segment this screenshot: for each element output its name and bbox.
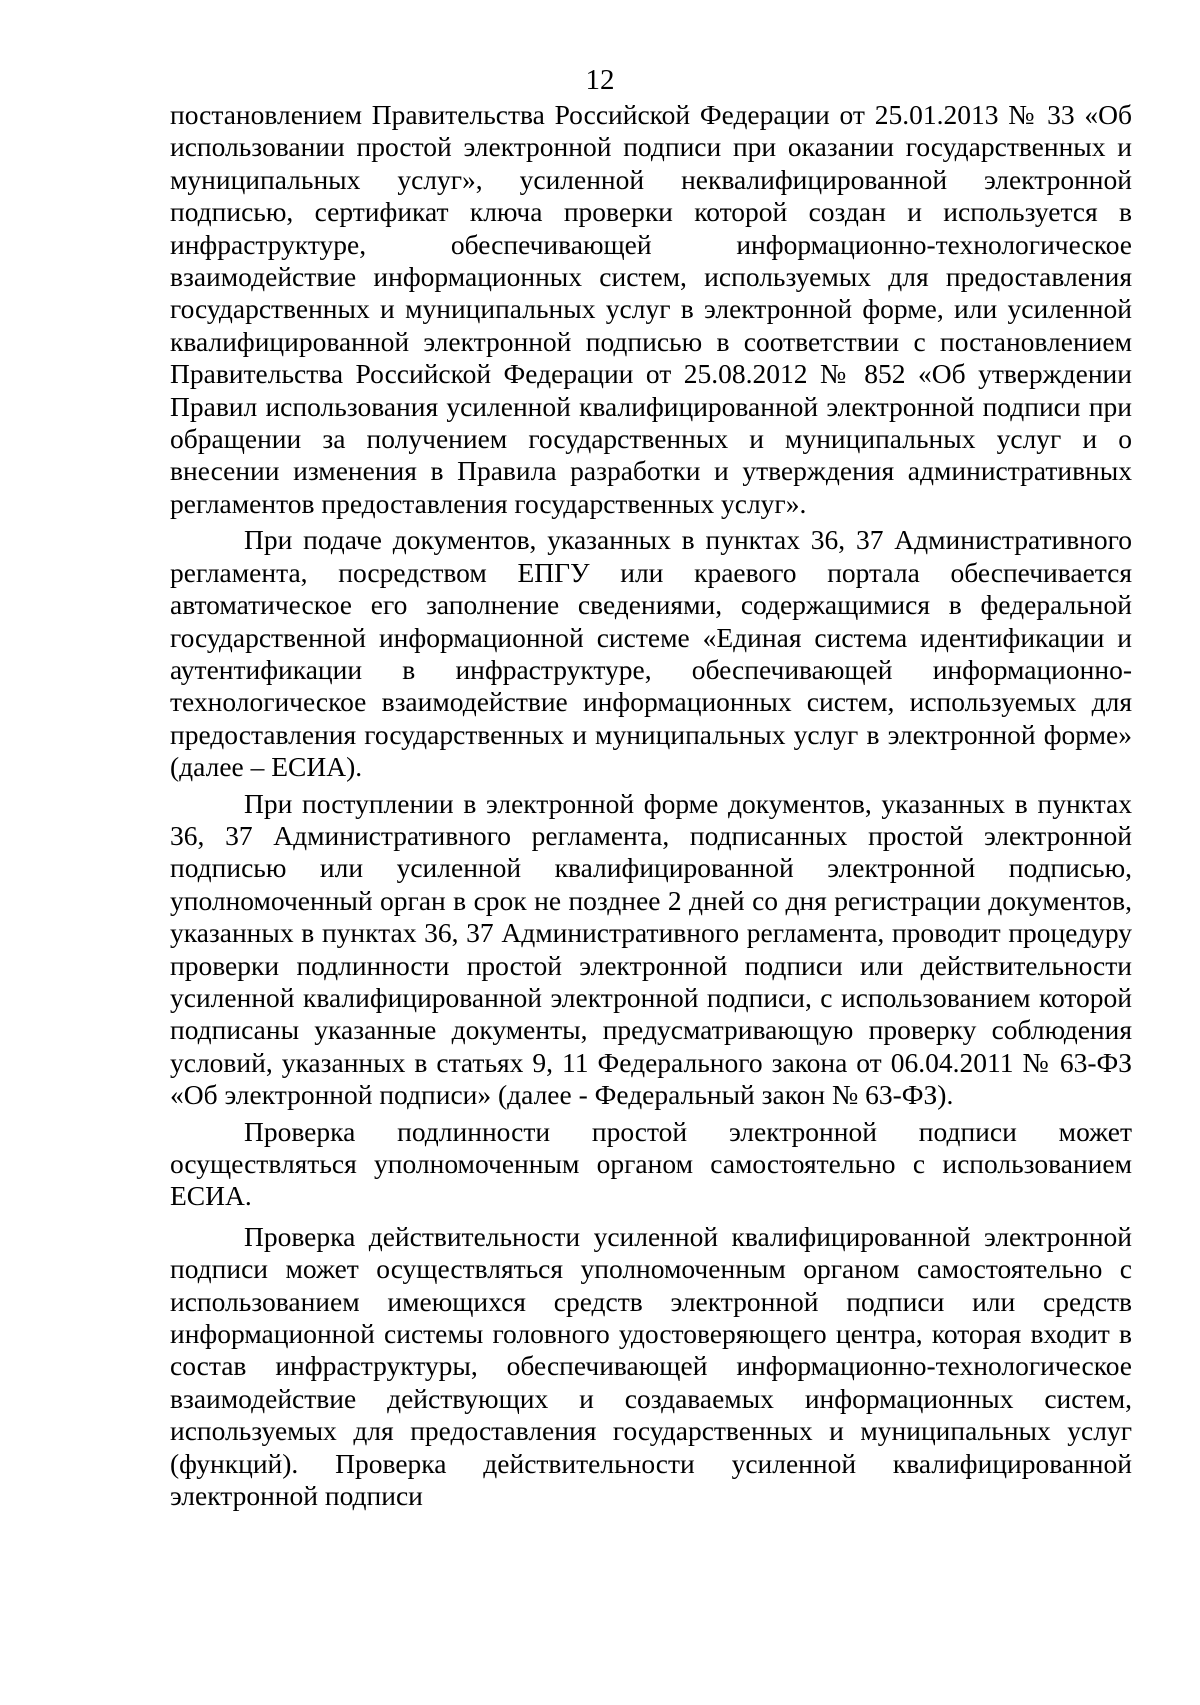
paragraph-qualified-signature-check: Проверка действительности усиленной квалифицированной электронной подписи может осуществляться уполномоченным органом самостоятельно с использованием имеющихся средств электронной подписи или средств информационной системы головного удостоверяющего центра, которая входит в состав инфраструктуры, обеспечивающей информационно-технологическое взаимодействие действующих и создаваемых информационных систем, используемых для предоставления государственных и муниципальных услуг (функций). Проверка действительности усиленной квалифицированной электронной подписи <box>170 1220 1132 1512</box>
page-number: 12 <box>585 64 615 96</box>
document-body <box>170 99 1132 1512</box>
paragraph-epgu-submission: При подаче документов, указанных в пунктах 36, 37 Административного регламента, посредством ЕПГУ или краевого портала обеспечивается автоматическое его заполнение сведениями, содержащимися в федеральной государственной информационной системе «Единая система идентификации и аутентификации в инфраструктуре, обеспечивающей информационно-технологическое взаимодействие информационных систем, используемых для предоставления государственных и муниципальных услуг в электронной форме» (далее – ЕСИА). <box>170 524 1132 783</box>
paragraph-simple-signature-check: Проверка подлинности простой электронной подписи может осуществляться уполномоченным органом самостоятельно с использованием ЕСИА. <box>170 1115 1132 1212</box>
paragraph-continuation: постановлением Правительства Российской Федерации от 25.01.2013 № 33 «Об использовании простой электронной подписи при оказании государственных и муниципальных услуг», усиленной неквалифицированной электронной подписью, сертификат ключа проверки которой создан и используется в инфраструктуре, обеспечивающей информационно-технологическое взаимодействие информационных систем, используемых для предоставления государственных и муниципальных услуг в электронной форме, или усиленной квалифицированной электронной подписью в соответствии с постановлением Правительства Российской Федерации от 25.08.2012 № 852 «Об утверждении Правил использования усиленной квалифицированной электронной подписи при обращении за получением государственных и муниципальных услуг и о внесении изменения в Правила разработки и утверждения административных регламентов предоставления государственных услуг». <box>170 99 1132 519</box>
paragraph-signature-verification: При поступлении в электронной форме документов, указанных в пунктах 36, 37 Административного регламента, подписанных простой электронной подписью или усиленной квалифицированной электронной подписью, уполномоченный орган в срок не позднее 2 дней со дня регистрации документов, указанных в пунктах 36, 37 Административного регламента, проводит процедуру проверки подлинности простой электронной подписи или действительности усиленной квалифицированной электронной подписи, с использованием которой подписаны указанные документы, предусматривающую проверку соблюдения условий, указанных в статьях 9, 11 Федерального закона от 06.04.2011 № 63-ФЗ «Об электронной подписи» (далее - Федеральный закон № 63-ФЗ). <box>170 787 1132 1111</box>
